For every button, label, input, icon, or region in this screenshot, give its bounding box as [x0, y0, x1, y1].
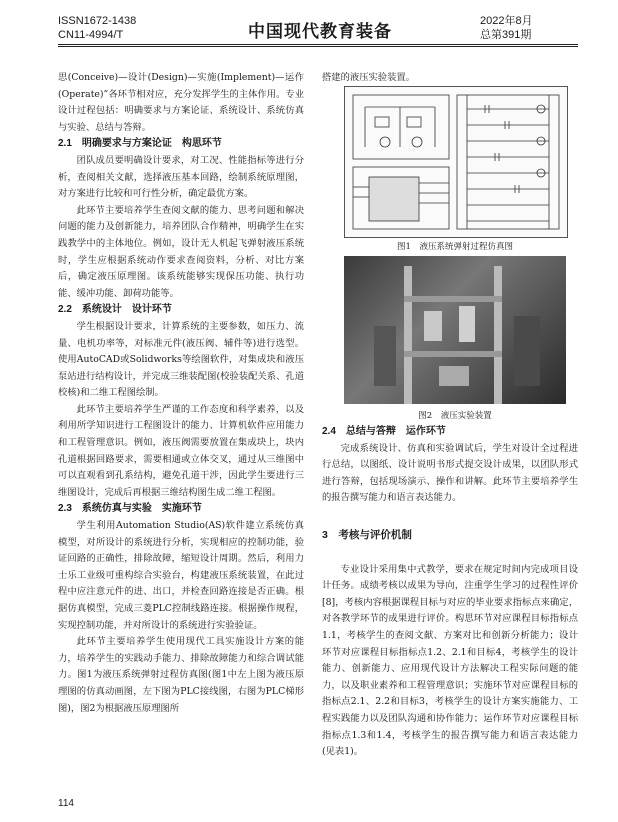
test-rig-image — [344, 256, 566, 404]
section-heading-2-1: 2.1 明确要求与方案论证 构思环节 — [58, 138, 222, 150]
section-heading-2-3: 2.3 系统仿真与实验 实施环节 — [58, 503, 202, 515]
paragraph: 学生利用Automation Studio(AS)软件建立系统仿真模型，对所设计的系统进行分析，实现相应的控制功能，验证回路的正确性，排除故障，缩短设计周期。然后，利用力士乐工业级可重构综合实验台，构建液压系统装置，在此过程中应注意元件的进、出口，并检查回路连接是否正确。根据仿真模型，完成三菱PLC控制线路连接。根据操作规程，实现控制功能，并对所设计的系统进行实验验证。 — [58, 520, 304, 631]
right-column-bottom — [322, 424, 578, 761]
paragraph: 学生根据设计要求，计算系统的主要参数，如压力、流量、电机功率等，对标准元件(液压阀、辅件等)进行选型。使用AutoCAD或Solidworks等绘图软件，对集成块和液压泵站进行结构设计，并完成三维装配图(校验装配关系、孔道校核)和二维工程图绘制。 — [58, 320, 304, 399]
paragraph: 思(Conceive)—设计(Design)—实施(Implement)—运作(Operate)”各环节相对应，充分发挥学生的主体作用。专业设计过程包括：明确要求与方案论证、系统设计、系统仿真与实验、总结与答辩。 — [58, 72, 304, 133]
page-number: 114 — [58, 798, 74, 809]
cn-number: CN11-4994/T — [58, 29, 124, 41]
issue-number: 总第391期 — [480, 29, 532, 41]
figure-2-caption: 图2 液压实验装置 — [418, 411, 492, 421]
paragraph: 完成系统设计、仿真和实验调试后，学生对设计全过程进行总结，以图纸、设计说明书形式提交设计成果，以团队形式进行答辩，包括现场演示、操作和讲解。此环节主要培养学生的报告撰写能力和语言表达能力。 — [322, 442, 578, 504]
left-column — [58, 70, 304, 717]
issn: ISSN1672-1438 — [58, 15, 137, 27]
issue-info — [480, 14, 533, 42]
section-heading-2-4: 2.4 总结与答辩 运作环节 — [322, 426, 446, 437]
paragraph: 此环节主要培养学生查阅文献的能力、思考问题和解决问题的能力及创新能力，培养团队合作精神，明确学生在实践教学中的主体地位。例如，设计无人机起飞弹射液压系统时，学生应根据系统动作要求查阅资料，分析、对比方案后，确定液压原理图。该系统能够实现保压功能、执行功能、缓冲功能、卸荷功能等。 — [58, 204, 304, 299]
journal-ids — [58, 14, 136, 42]
paragraph: 专业设计采用集中式教学，要求在规定时间内完成项目设计任务。成绩考核以成果为导向，注重学生学习的过程性评价[8]，考核内容根据课程目标与对应的毕业要求指标点来确定，对各教学环节的成果进行评价。构思环节对应课程目标指标点1.1，考核学生的查阅文献、方案对比和创新分析能力；设计环节对应课程目标指标点1.2、2.1和目标4，考核学生的设计能力、创新能力、应用现代设计方法解决工程实际问题的能力，以及职业素养和工程管理意识；实施环节对应课程目标的指标点2.1、2.2和目标3，考核学生的设计方案实施能力、工程实践能力以及团队沟通和协作能力；运作环节对应课程目标指标点1.3和1.4，考核学生的报告撰写能力和语言表达能力(见表1)。 — [322, 563, 578, 758]
figure-2-photo — [344, 256, 566, 404]
header-rule — [58, 44, 578, 45]
issue-date: 2022年8月 — [480, 15, 533, 27]
paragraph: 此环节主要培养学生使用现代工具实施设计方案的能力，培养学生的实践动手能力、排除故障能力和综合调试能力。图1为液压系统弹射过程仿真图(图1中左上图为液压原理图的仿真动画图，左下图为PLC接线图，右图为PLC梯形图)，图2为根据液压原理图所 — [58, 636, 304, 714]
figure-1-simulation — [344, 86, 568, 238]
section-heading-2-2: 2.2 系统设计 设计环节 — [58, 304, 172, 316]
journal-title: 中国现代教育装备 — [248, 22, 392, 42]
section-heading-3: 3 考核与评价机制 — [322, 528, 412, 541]
paragraph: 团队成员要明确设计要求，对工况、性能指标等进行分析，查阅相关文献，选择液压基本回路，绘制系统原理图，对方案进行比较和可行性分析，确定最优方案。 — [58, 154, 304, 200]
paragraph: 搭建的液压实验装置。 — [322, 72, 415, 83]
right-column-top — [322, 70, 578, 87]
circuit-diagram-icon — [345, 87, 567, 237]
header-rule-2 — [58, 46, 578, 47]
paragraph: 此环节主要培养学生严谨的工作态度和科学素养，以及利用所学知识进行工程图设计的能力、计算机软件应用能力和工程管理意识。例如，液压阀需要放置在集成块上，块内孔道根据回路要求，需要相通或立体交叉，通过从三维图中可以直观看到孔系结构，避免孔道干涉，因此学生要进行三维图设计，完成后再根据三维结构图生成二维工程图。 — [58, 403, 304, 498]
figure-1-caption: 图1 液压系统弹射过程仿真图 — [397, 242, 513, 252]
